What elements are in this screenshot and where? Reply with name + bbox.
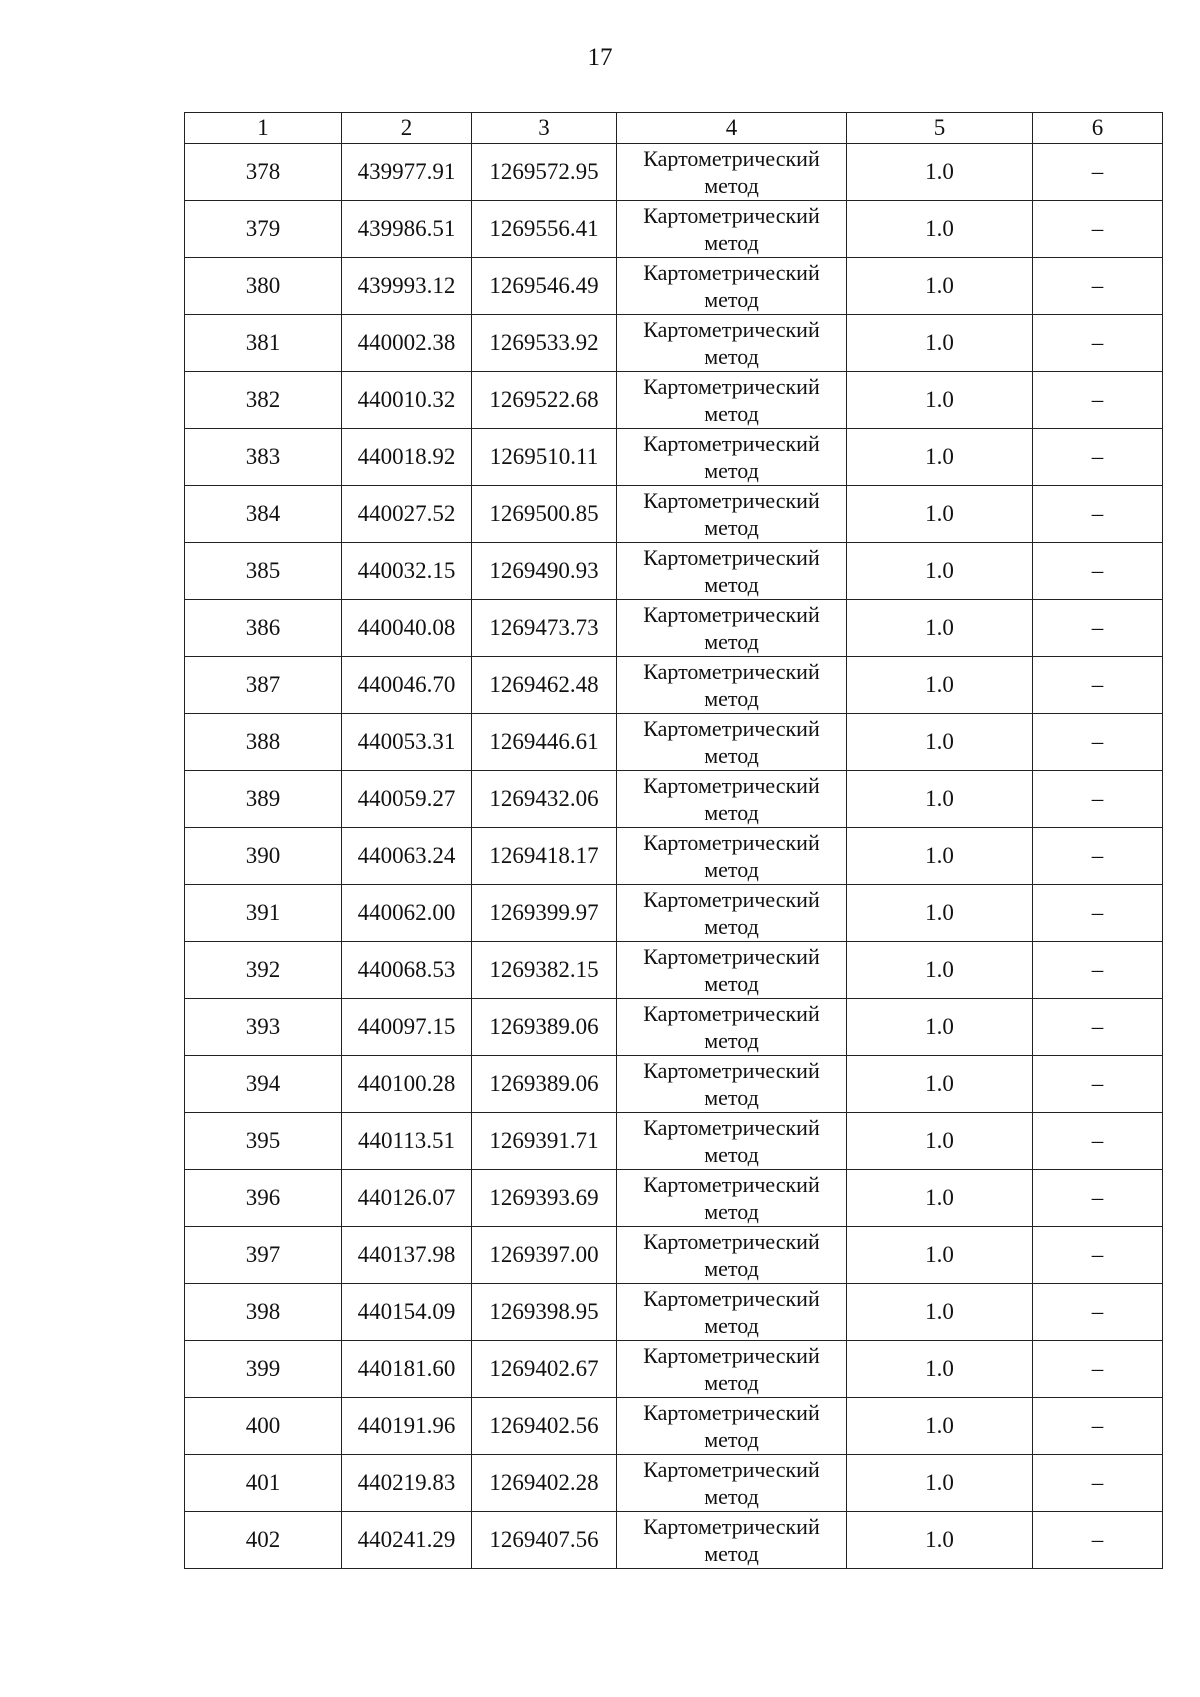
table-row: [185, 657, 1163, 714]
table-row: [185, 999, 1163, 1056]
x-coordinate-cell: 440046.70: [342, 657, 472, 714]
y-coordinate-cell: 1269402.67: [472, 1341, 617, 1398]
point-number-cell: 402: [185, 1512, 342, 1569]
point-number-cell: 395: [185, 1113, 342, 1170]
table-row: [185, 828, 1163, 885]
note-cell: –: [1033, 315, 1163, 372]
y-coordinate-cell: 1269500.85: [472, 486, 617, 543]
column-header: 5: [847, 113, 1033, 144]
note-cell: –: [1033, 486, 1163, 543]
point-number-cell: 380: [185, 258, 342, 315]
x-coordinate-cell: 440097.15: [342, 999, 472, 1056]
x-coordinate-cell: 440241.29: [342, 1512, 472, 1569]
note-cell: –: [1033, 1398, 1163, 1455]
note-cell: –: [1033, 771, 1163, 828]
method-cell: Картометрический метод: [617, 486, 847, 543]
method-cell: Картометрический метод: [617, 999, 847, 1056]
point-number-cell: 383: [185, 429, 342, 486]
x-coordinate-cell: 440063.24: [342, 828, 472, 885]
accuracy-cell: 1.0: [847, 258, 1033, 315]
accuracy-cell: 1.0: [847, 600, 1033, 657]
coordinates-table: [184, 112, 1163, 1569]
table-row: [185, 1398, 1163, 1455]
header-row: [185, 113, 1163, 144]
note-cell: –: [1033, 999, 1163, 1056]
note-cell: –: [1033, 1170, 1163, 1227]
y-coordinate-cell: 1269389.06: [472, 1056, 617, 1113]
y-coordinate-cell: 1269389.06: [472, 999, 617, 1056]
point-number-cell: 399: [185, 1341, 342, 1398]
point-number-cell: 396: [185, 1170, 342, 1227]
method-cell: Картометрический метод: [617, 600, 847, 657]
note-cell: –: [1033, 258, 1163, 315]
accuracy-cell: 1.0: [847, 1227, 1033, 1284]
method-cell: Картометрический метод: [617, 429, 847, 486]
y-coordinate-cell: 1269402.28: [472, 1455, 617, 1512]
x-coordinate-cell: 440181.60: [342, 1341, 472, 1398]
table-row: [185, 315, 1163, 372]
point-number-cell: 397: [185, 1227, 342, 1284]
note-cell: –: [1033, 144, 1163, 201]
point-number-cell: 400: [185, 1398, 342, 1455]
point-number-cell: 382: [185, 372, 342, 429]
note-cell: –: [1033, 543, 1163, 600]
point-number-cell: 381: [185, 315, 342, 372]
note-cell: –: [1033, 714, 1163, 771]
note-cell: –: [1033, 600, 1163, 657]
method-cell: Картометрический метод: [617, 942, 847, 999]
note-cell: –: [1033, 1284, 1163, 1341]
method-cell: Картометрический метод: [617, 885, 847, 942]
accuracy-cell: 1.0: [847, 1056, 1033, 1113]
note-cell: –: [1033, 1512, 1163, 1569]
point-number-cell: 398: [185, 1284, 342, 1341]
accuracy-cell: 1.0: [847, 486, 1033, 543]
accuracy-cell: 1.0: [847, 315, 1033, 372]
method-cell: Картометрический метод: [617, 1227, 847, 1284]
point-number-cell: 388: [185, 714, 342, 771]
point-number-cell: 387: [185, 657, 342, 714]
note-cell: –: [1033, 429, 1163, 486]
point-number-cell: 401: [185, 1455, 342, 1512]
accuracy-cell: 1.0: [847, 372, 1033, 429]
x-coordinate-cell: 440032.15: [342, 543, 472, 600]
x-coordinate-cell: 440126.07: [342, 1170, 472, 1227]
x-coordinate-cell: 440018.92: [342, 429, 472, 486]
table-row: [185, 771, 1163, 828]
x-coordinate-cell: 440010.32: [342, 372, 472, 429]
y-coordinate-cell: 1269418.17: [472, 828, 617, 885]
point-number-cell: 389: [185, 771, 342, 828]
x-coordinate-cell: 440027.52: [342, 486, 472, 543]
table-row: [185, 600, 1163, 657]
accuracy-cell: 1.0: [847, 942, 1033, 999]
table-row: [185, 1455, 1163, 1512]
method-cell: Картометрический метод: [617, 771, 847, 828]
y-coordinate-cell: 1269446.61: [472, 714, 617, 771]
y-coordinate-cell: 1269382.15: [472, 942, 617, 999]
y-coordinate-cell: 1269391.71: [472, 1113, 617, 1170]
accuracy-cell: 1.0: [847, 1512, 1033, 1569]
y-coordinate-cell: 1269572.95: [472, 144, 617, 201]
column-header: 3: [472, 113, 617, 144]
accuracy-cell: 1.0: [847, 1170, 1033, 1227]
method-cell: Картометрический метод: [617, 1455, 847, 1512]
note-cell: –: [1033, 372, 1163, 429]
table-row: [185, 885, 1163, 942]
note-cell: –: [1033, 942, 1163, 999]
accuracy-cell: 1.0: [847, 828, 1033, 885]
table-row: [185, 1341, 1163, 1398]
table-body: [185, 144, 1163, 1569]
table-row: [185, 543, 1163, 600]
note-cell: –: [1033, 201, 1163, 258]
accuracy-cell: 1.0: [847, 1455, 1033, 1512]
y-coordinate-cell: 1269546.49: [472, 258, 617, 315]
y-coordinate-cell: 1269522.68: [472, 372, 617, 429]
method-cell: Картометрический метод: [617, 258, 847, 315]
y-coordinate-cell: 1269407.56: [472, 1512, 617, 1569]
y-coordinate-cell: 1269399.97: [472, 885, 617, 942]
table-header: [185, 113, 1163, 144]
method-cell: Картометрический метод: [617, 315, 847, 372]
point-number-cell: 393: [185, 999, 342, 1056]
point-number-cell: 384: [185, 486, 342, 543]
column-header: 6: [1033, 113, 1163, 144]
method-cell: Картометрический метод: [617, 543, 847, 600]
y-coordinate-cell: 1269402.56: [472, 1398, 617, 1455]
method-cell: Картометрический метод: [617, 1170, 847, 1227]
table-row: [185, 429, 1163, 486]
column-header: 4: [617, 113, 847, 144]
table-row: [185, 1170, 1163, 1227]
x-coordinate-cell: 439993.12: [342, 258, 472, 315]
method-cell: Картометрический метод: [617, 201, 847, 258]
table-row: [185, 372, 1163, 429]
accuracy-cell: 1.0: [847, 714, 1033, 771]
column-header: 1: [185, 113, 342, 144]
table-row: [185, 1056, 1163, 1113]
table-row: [185, 201, 1163, 258]
x-coordinate-cell: 440062.00: [342, 885, 472, 942]
accuracy-cell: 1.0: [847, 201, 1033, 258]
accuracy-cell: 1.0: [847, 771, 1033, 828]
method-cell: Картометрический метод: [617, 1341, 847, 1398]
table-row: [185, 1284, 1163, 1341]
table-row: [185, 1512, 1163, 1569]
table-row: [185, 1227, 1163, 1284]
point-number-cell: 386: [185, 600, 342, 657]
method-cell: Картометрический метод: [617, 828, 847, 885]
y-coordinate-cell: 1269510.11: [472, 429, 617, 486]
accuracy-cell: 1.0: [847, 1341, 1033, 1398]
point-number-cell: 390: [185, 828, 342, 885]
method-cell: Картометрический метод: [617, 1512, 847, 1569]
note-cell: –: [1033, 1341, 1163, 1398]
accuracy-cell: 1.0: [847, 1398, 1033, 1455]
method-cell: Картометрический метод: [617, 714, 847, 771]
note-cell: –: [1033, 657, 1163, 714]
accuracy-cell: 1.0: [847, 657, 1033, 714]
x-coordinate-cell: 440059.27: [342, 771, 472, 828]
table-row: [185, 714, 1163, 771]
x-coordinate-cell: 440100.28: [342, 1056, 472, 1113]
table-row: [185, 486, 1163, 543]
method-cell: Картометрический метод: [617, 1056, 847, 1113]
x-coordinate-cell: 440053.31: [342, 714, 472, 771]
note-cell: –: [1033, 885, 1163, 942]
table-row: [185, 1113, 1163, 1170]
point-number-cell: 392: [185, 942, 342, 999]
x-coordinate-cell: 440040.08: [342, 600, 472, 657]
table-row: [185, 144, 1163, 201]
point-number-cell: 394: [185, 1056, 342, 1113]
x-coordinate-cell: 440219.83: [342, 1455, 472, 1512]
accuracy-cell: 1.0: [847, 1284, 1033, 1341]
method-cell: Картометрический метод: [617, 657, 847, 714]
method-cell: Картометрический метод: [617, 1284, 847, 1341]
accuracy-cell: 1.0: [847, 999, 1033, 1056]
table-row: [185, 942, 1163, 999]
x-coordinate-cell: 440002.38: [342, 315, 472, 372]
point-number-cell: 391: [185, 885, 342, 942]
note-cell: –: [1033, 1056, 1163, 1113]
y-coordinate-cell: 1269490.93: [472, 543, 617, 600]
y-coordinate-cell: 1269432.06: [472, 771, 617, 828]
x-coordinate-cell: 439977.91: [342, 144, 472, 201]
column-header: 2: [342, 113, 472, 144]
method-cell: Картометрический метод: [617, 1398, 847, 1455]
accuracy-cell: 1.0: [847, 1113, 1033, 1170]
x-coordinate-cell: 440137.98: [342, 1227, 472, 1284]
x-coordinate-cell: 440068.53: [342, 942, 472, 999]
method-cell: Картометрический метод: [617, 1113, 847, 1170]
accuracy-cell: 1.0: [847, 429, 1033, 486]
accuracy-cell: 1.0: [847, 144, 1033, 201]
note-cell: –: [1033, 1113, 1163, 1170]
y-coordinate-cell: 1269397.00: [472, 1227, 617, 1284]
method-cell: Картометрический метод: [617, 144, 847, 201]
note-cell: –: [1033, 828, 1163, 885]
accuracy-cell: 1.0: [847, 885, 1033, 942]
y-coordinate-cell: 1269462.48: [472, 657, 617, 714]
y-coordinate-cell: 1269393.69: [472, 1170, 617, 1227]
method-cell: Картометрический метод: [617, 372, 847, 429]
point-number-cell: 379: [185, 201, 342, 258]
x-coordinate-cell: 440154.09: [342, 1284, 472, 1341]
x-coordinate-cell: 440113.51: [342, 1113, 472, 1170]
page-number: 17: [587, 44, 613, 71]
point-number-cell: 378: [185, 144, 342, 201]
table-row: [185, 258, 1163, 315]
accuracy-cell: 1.0: [847, 543, 1033, 600]
y-coordinate-cell: 1269533.92: [472, 315, 617, 372]
x-coordinate-cell: 440191.96: [342, 1398, 472, 1455]
y-coordinate-cell: 1269398.95: [472, 1284, 617, 1341]
y-coordinate-cell: 1269556.41: [472, 201, 617, 258]
y-coordinate-cell: 1269473.73: [472, 600, 617, 657]
note-cell: –: [1033, 1227, 1163, 1284]
point-number-cell: 385: [185, 543, 342, 600]
x-coordinate-cell: 439986.51: [342, 201, 472, 258]
note-cell: –: [1033, 1455, 1163, 1512]
